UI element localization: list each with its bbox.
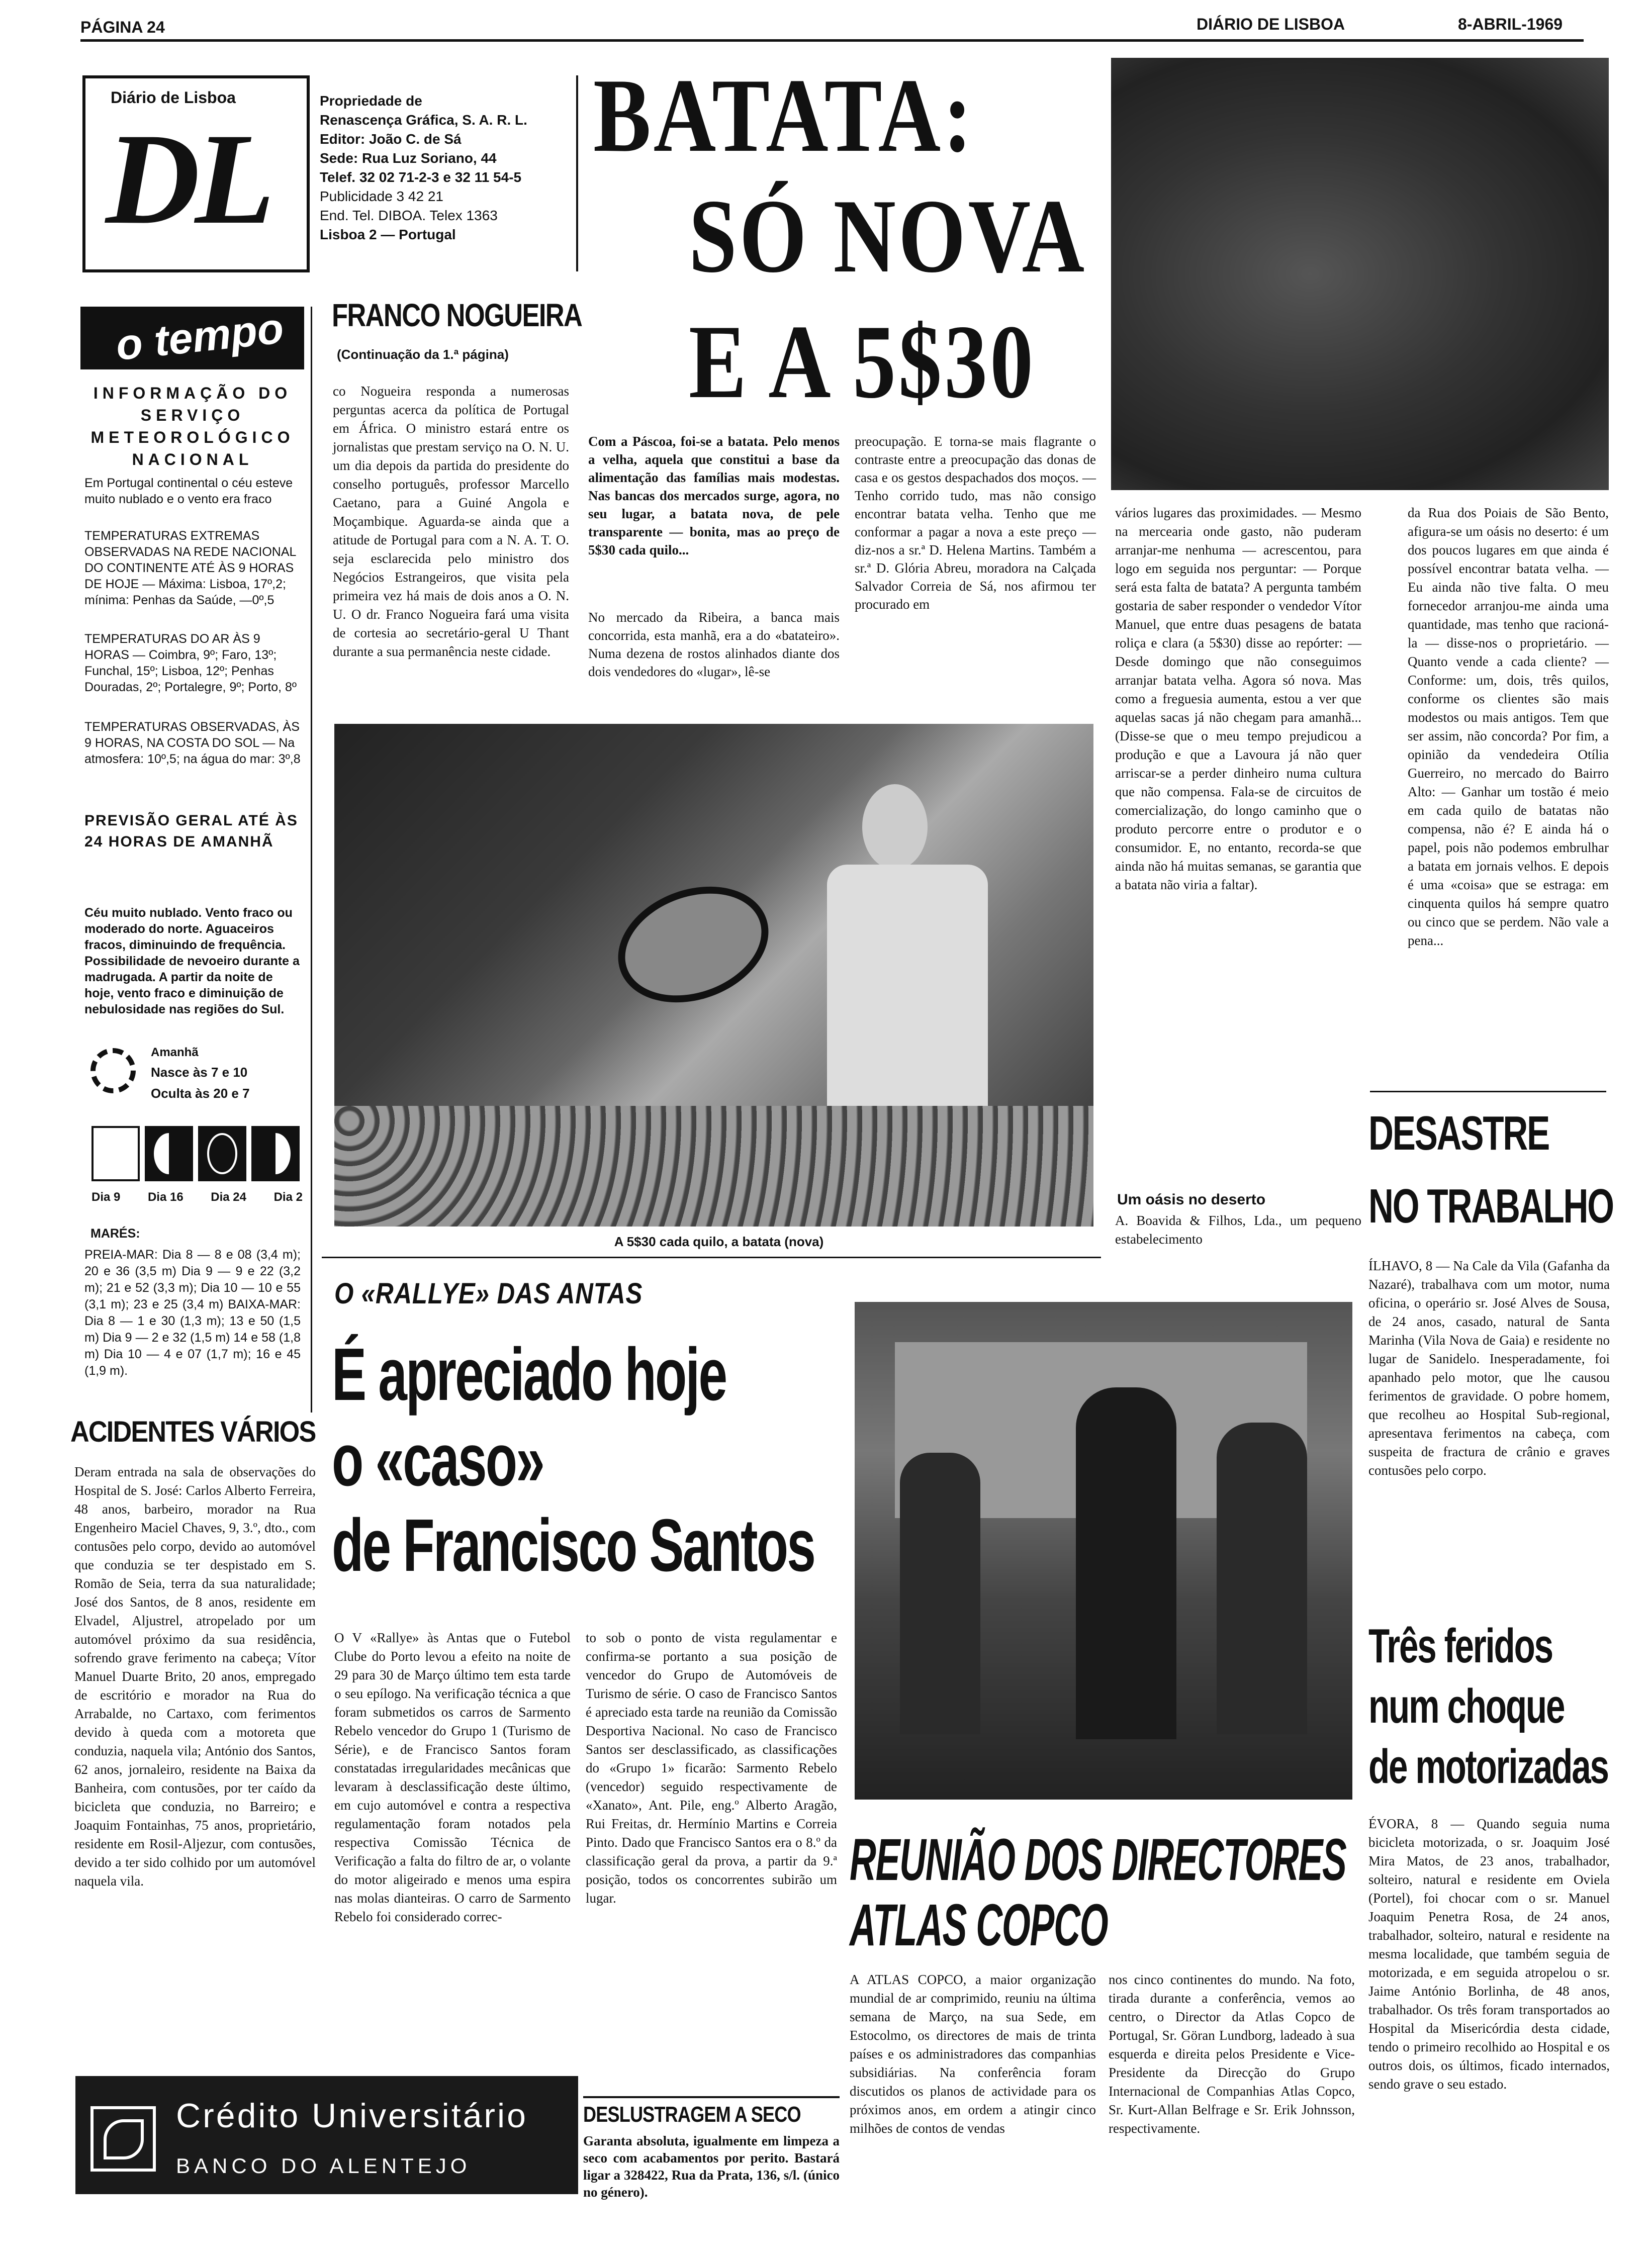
sun-icon	[90, 1048, 136, 1093]
moon-date: Dia 2	[273, 1190, 303, 1204]
rallye-kicker: O «RALLYE» DAS ANTAS	[334, 1277, 643, 1310]
weather-temps-air: TEMPERATURAS DO AR ÀS 9 HORAS — Coimbra, 9º; Faro, 13º; Funchal, 15º; Lisboa, 12º; Penhas Douradas, 2º; Portalegre, 9º; Porto, 8º	[84, 632, 297, 694]
rallye-col2: to sob o ponto de vista regulamentar e confirma-se portanto a sua posição de vencedor do Grupo de Automóveis de Turismo de série. O caso de Francisco Santos é apreciado esta tarde na reunião da Comissão Desportiva Nacional. No caso de Francisco Santos ser desclassificado, as classificações do «Grupo 1» ficarão: Sarmento Rebelo (vencedor) seguido respectivamente de «Xanato», Ant. Pile, eng.º Alberto Aragão, Rui Freitas, dr. Hermínio Martins e Correia Pinto. Dado que Francisco Santos era o 8.º da classificação geral da prova, a partir da 9.ª posição, todos os concorrentes subirão um lugar.	[586, 1630, 837, 1906]
desastre-top-rule	[1370, 1091, 1606, 1092]
moon-full-icon	[91, 1126, 140, 1181]
batata-photo-caption: A 5$30 cada quilo, a batata (nova)	[614, 1234, 824, 1249]
atlas-copco-meeting-photo	[855, 1302, 1352, 1800]
batata-lead: Com a Páscoa, foi-se a batata. Pelo menos a velha, aquela que constitui a base da alimentação das famílias mais modestas. Nas bancas dos mercados surge, agora, no seu lugar, a batata nova, de pele transparente — bonita, mas ao preço de 5$30 cada quilo...	[588, 434, 840, 557]
weather-sunrise: Nasce às 7 e 10	[151, 1065, 248, 1080]
batata-col2: preocupação. E torna-se mais flagrante o contraste entre a preocupação das donas de casa e os gestos despachados dos moços. — Tenho corrido tudo, mas não consigo encontrar batata velha. Tenho que me conformar a pagar a nova a este preço — diz-nos a sr.ª D. Helena Martins. Também a sr.ª D. Glória Abreu, moradora na Calçada Salvador Correia de Sá, nos afirmou ter procurado em	[855, 434, 1096, 612]
masthead-info-line: Sede: Rua Luz Soriano, 44	[320, 150, 497, 166]
tides-title: MARÉS:	[90, 1227, 140, 1241]
rallye-top-rule	[322, 1257, 1101, 1258]
weather-temps-extremes: TEMPERATURAS EXTREMAS OBSERVADAS NA REDE NACIONAL DO CONTINENTE ATÉ ÀS 9 HORAS DE HOJE — Máxima: Lisboa, 17º,2; mínima: Penhas da Saúde, —0º,5	[84, 529, 296, 607]
batata-headline-1: BATATA:	[593, 57, 975, 174]
weather-forecast-text: Céu muito nublado. Vento fraco ou moderado do norte. Aguaceiros fracos, diminuindo de frequência. Possibilidade de nevoeiro durante a madrugada. A partir da noite de hoje, vento fraco e diminuição de nebulosidade nas regiões do Sul.	[84, 906, 300, 1016]
moon-first-quarter-icon	[251, 1126, 300, 1181]
franco-title: FRANCO NOGUEIRA	[332, 297, 582, 333]
weather-tomorrow: Amanhã	[151, 1046, 199, 1059]
ad-line-1: Crédito Universitário	[176, 2097, 528, 2135]
batata-col3b: A. Boavida & Filhos, Lda., um pequeno estabelecimento	[1115, 1213, 1361, 1247]
rallye-col1: O V «Rallye» às Antas que o Futebol Clube do Porto levou a efeito na noite de 29 para 30 de Março último tem esta tarde o seu epílogo. Na verificação técnica a que foram submetidos os carros de Sarmento Rebelo vencedor do Grupo 1 (Turismo de Série), e de Francisco Santos foram constatadas irregularidades mecânicas que levaram à desclassificação deste último, em cujo automóvel e contra a respectiva regulamentação foram notados pela respectiva Comissão Técnica de Verificação a falta do filtro de ar, o volante do motor aligeirado e menos uma espira nas molas dianteiras. O carro de Sarmento Rebelo foi considerado correc-	[334, 1630, 571, 1924]
weather-intro: Em Portugal continental o céu esteve muito nublado e o vento era fraco	[84, 476, 293, 506]
masthead-title: Diário de Lisboa	[111, 88, 236, 107]
atlas-head-1: REUNIÃO DOS DIRECTORES	[850, 1827, 1346, 1893]
moon-date: Dia 16	[147, 1190, 183, 1204]
potato-closeup-photo	[1111, 58, 1609, 490]
atlas-head-2: ATLAS COPCO	[850, 1892, 1108, 1958]
moon-phase-dates	[91, 1190, 303, 1204]
rallye-head-2: o «caso»	[332, 1419, 544, 1501]
batata-subhead: Um oásis no deserto	[1117, 1191, 1266, 1208]
masthead-info	[320, 91, 581, 244]
weather-temps-coast: TEMPERATURAS OBSERVADAS, ÀS 9 HORAS, NA COSTA DO SOL — Na atmosfera: 10º,5; na água do mar: 3º,8	[84, 720, 301, 766]
masthead-box	[82, 75, 310, 272]
masthead-info-line: End. Tel. DIBOA. Telex 1363	[320, 208, 498, 223]
deslustragem-box	[583, 2096, 840, 2199]
weather-column-rule	[311, 307, 312, 1413]
weather-badge	[80, 304, 304, 370]
running-head-newspaper: DIÁRIO DE LISBOA	[1197, 15, 1345, 33]
batata-headline-2: SÓ NOVA	[689, 178, 1087, 295]
franco-subtitle: (Continuação da 1.ª página)	[337, 347, 509, 362]
batata-col1b: No mercado da Ribeira, a banca mais concorrida, esta manhã, era a do «batateiro». Numa dezena de rostos alinhados diante dos dois vendedores do «lugar», lê-se	[588, 610, 840, 679]
masthead-info-line: Lisboa 2 — Portugal	[320, 227, 456, 242]
deslustragem-text: Garanta absoluta, igualmente em limpeza a seco com acabamentos por perito. Bastará ligar a 328422, Rua da Prata, 136, s/l. (único no género).	[583, 2133, 840, 2200]
weather-sunset: Oculta às 20 e 7	[151, 1086, 250, 1101]
banco-logo-icon	[90, 2106, 156, 2172]
weather-forecast-title: PREVISÃO GERAL ATÉ ÀS 24 HORAS DE AMANHÃ	[84, 812, 298, 850]
batata-col3a: vários lugares das proximidades. — Mesmo na mercearia onde gasto, não puderam arranjar-me nenhuma — acrescentou, para logo em seguida nos perguntar: — Porque será esta falta de batata? A pergunta também gostaria de saber responder o vendedor Vítor Manuel, que entre duas pesagens de batata roliça e clara (a 5$30) disse ao repórter: — Desde domingo que não conseguimos arranjar batata velha. Agora só nova. Mas como a freguesia aumenta, estou a ver que aquelas sacas já não chegam para amanhã... (Disse-se que o meu tempo prejudicou a produção e que a Lavoura já não quer arriscar-se a perder dinheiro numa cultura que não compensa. Fala-se de circuitos de comercialização, do longo caminho que o produto percorre entre o produtor e o consumidor. E, no entanto, recorda-se que ainda não há muitas semanas, se garantia que a batata não viria a faltar).	[1115, 505, 1361, 892]
batata-headline-3: E A 5$30	[689, 304, 1036, 420]
moon-last-quarter-icon	[145, 1126, 193, 1181]
batata-col4: da Rua dos Poiais de São Bento, afigura-se um oásis no deserto: é um dos poucos lugares em que ainda é possível encontrar batata velha. — Eu ainda não tive falta. O meu fornecedor arranjou-me ainda uma quantidade, mas tenho que racioná-la — disse-nos o proprietário. — Quanto vende a cada cliente? — Conforme: um, dois, três quilos, conforme os clientes são mais modestos ou mais antigos. Tem que ser assim, não concorda? Por fim, a opinião da vendedeira Otília Guerreiro, no mercado do Bairro Alto: — Ganhar um tostão é meio em cada quilo de batatas não compensa, não é? E ainda há o papel, pois não podemos embrulhar a batata em jornais velhos. E depois é uma «coisa» que se estraga: em cinquenta quilos há sempre quatro ou cinco que se perdem. Não vale a pena...	[1408, 505, 1609, 948]
feridos-text: ÉVORA, 8 — Quando seguia numa bicicleta motorizada, o sr. Joaquim José Mira Matos, de 23 anos, trabalhador, solteiro, natural e residente em Oviela (Portel), foi chocar com o sr. Manuel Joaquim Penetra Rosa, de 24 anos, trabalhador, solteiro, natural e residente na mesma localidade, que também seguia de motorizada, e em seguida atropelou o sr. Jaime António Borlinha, de 48 anos, trabalhador. Os três foram transportados ao Hospital da Misericórdia desta cidade, tendo o primeiro recolhido ao Hospital e os outros dois, os últimos, ficado internados, sendo grave o seu estado.	[1368, 1816, 1610, 2092]
moon-date: Dia 9	[91, 1190, 121, 1204]
masthead-info-line: Propriedade de	[320, 93, 422, 109]
masthead-divider	[576, 75, 578, 271]
tides-text: PREIA-MAR: Dia 8 — 8 e 08 (3,4 m); 20 e 36 (3,5 m) Dia 9 — 9 e 22 (3,2 m); 21 e 52 (3,3 m); Dia 10 — 10 e 55 (3,1 m); 23 e 25 (3,4 m) BAIXA-MAR: Dia 8 — 1 e 30 (1,3 m); 13 e 50 (1,5 m) Dia 9 — 2 e 32 (1,5 m) 14 e 58 (1,8 m) Dia 10 — 4 e 07 (1,7 m); 16 e 45 (1,9 m).	[84, 1248, 301, 1378]
feridos-title-1: Três feridos	[1368, 1619, 1552, 1673]
masthead-info-line: Telef. 32 02 71-2-3 e 32 11 54-5	[320, 169, 522, 185]
deslustragem-title: DESLUSTRAGEM A SECO	[583, 2102, 801, 2127]
header-rule	[80, 39, 1584, 42]
desastre-text: ÍLHAVO, 8 — Na Cale da Vila (Gafanha da Nazaré), trabalhava com um motor, numa oficina, o operário sr. José Alves de Sousa, de 24 anos, casado, natural de Santa Marinha (Vila Nova de Gaia) e residente no lugar de Sanidelo. Inesperadamente, foi apanhado pelo motor, que lhe causou ferimentos de gravidade. O pobre homem, que recolheu ao Hospital Sub-regional, apresentava ferimentos na cabeça, com suspeita de fractura de crânio e graves contusões pelo corpo.	[1368, 1258, 1610, 1478]
ad-credito-universitario	[75, 2076, 578, 2194]
masthead-info-line: Publicidade 3 42 21	[320, 189, 443, 204]
desastre-title-2: NO TRABALHO	[1368, 1179, 1613, 1233]
masthead-info-line: Editor: João C. de Sá	[320, 131, 462, 147]
acidentes-text: Deram entrada na sala de observações do Hospital de S. José: Carlos Alberto Ferreira, 48 anos, barbeiro, morador na Rua Engenheiro Maciel Chaves, 9, 3.º, dto., com contusões pelo corpo, devido ao automóvel que conduzia se ter despistado em S. Romão de Seia, terra da sua naturalidade; José dos Santos, de 8 anos, residente em Elvadel, Aljustrel, atropelado por um automóvel próximo da sua residência, sofrendo grave ferimento na cabeça; Vítor Manuel Duarte Brito, 20 anos, empregado de escritório e morador na Rua do Arrabalde, no Cartaxo, com ferimentos devido à queda com a motoreta que conduzia, naquela vila; António dos Santos, 62 anos, jornaleiro, residente na Baixa da Banheira, com contusões, por ter caído da bicicleta que conduzia, no Barreiro; e Joaquim Fontainhas, 75 anos, proprietário, residente em Rosil-Aljezur, com contusões, devido a ter sido colhido por um automóvel naquela vila.	[74, 1464, 316, 1889]
rallye-head-3: de Francisco Santos	[332, 1504, 815, 1587]
page-number: PÁGINA 24	[80, 18, 165, 36]
atlas-col1: A ATLAS COPCO, a maior organização mundial de ar comprimido, reuniu na última semana de Março, na sua Sede, em Estocolmo, os directores de mais de trinta países e os administradores das companhias subsidiárias. Na conferência foram discutidos os planos de actividade para os próximos anos, em ordem a atingir cinco milhões de contos de vendas	[850, 1972, 1096, 2136]
feridos-title-2: num choque	[1368, 1679, 1565, 1733]
potato-vendor-photo	[334, 724, 1093, 1227]
moon-new-icon	[198, 1126, 246, 1181]
masthead-logo: DL	[106, 107, 270, 251]
running-head-date: 8-ABRIL-1969	[1458, 15, 1563, 33]
acidentes-title: ACIDENTES VÁRIOS	[70, 1416, 316, 1448]
franco-text: co Nogueira responda a numerosas perguntas acerca da política de Portugal em África. O ministro estará entre os jornalistas que prestam serviço na O. N. U. um dia depois da partida do presidente do conselho português, professor Marcello Caetano, para a Guiné Angola e Moçambique. Aguarda-se ainda que a atitude de Portugal para com a N. A. T. O. seja esclarecida pelo ministro dos Negócios Estrangeiros, que visita pela primeira vez há mais de dois anos a O. N. U. O dr. Franco Nogueira fará uma visita de cortesia ao secretário-geral U Thant durante a sua permanência neste cidade.	[333, 384, 569, 659]
desastre-title-1: DESASTRE	[1368, 1106, 1549, 1160]
ad-line-2: BANCO DO ALENTEJO	[176, 2154, 471, 2178]
weather-service: INFORMAÇÃO DO SERVIÇO METEOROLÓGICO NACIONAL	[90, 384, 295, 468]
masthead-info-line: Renascença Gráfica, S. A. R. L.	[320, 112, 527, 128]
atlas-col2: nos cinco continentes do mundo. Na foto, tirada durante a conferência, vemos ao centro, o Director da Atlas Copco de Portugal, Sr. Göran Lundborg, ladeado à sua esquerda e direita pelos Presidente e Vice-Presidente da Direcção do Grupo Internacional de Companhias Atlas Copco, Sr. Kurt-Allan Belfrage e Sr. Erik Johnsson, respectivamente.	[1109, 1972, 1355, 2136]
moon-date: Dia 24	[211, 1190, 246, 1204]
feridos-title-3: de motorizadas	[1368, 1740, 1608, 1794]
rallye-head-1: É apreciado hoje	[332, 1333, 726, 1416]
weather-badge-text: o tempo	[113, 304, 286, 370]
